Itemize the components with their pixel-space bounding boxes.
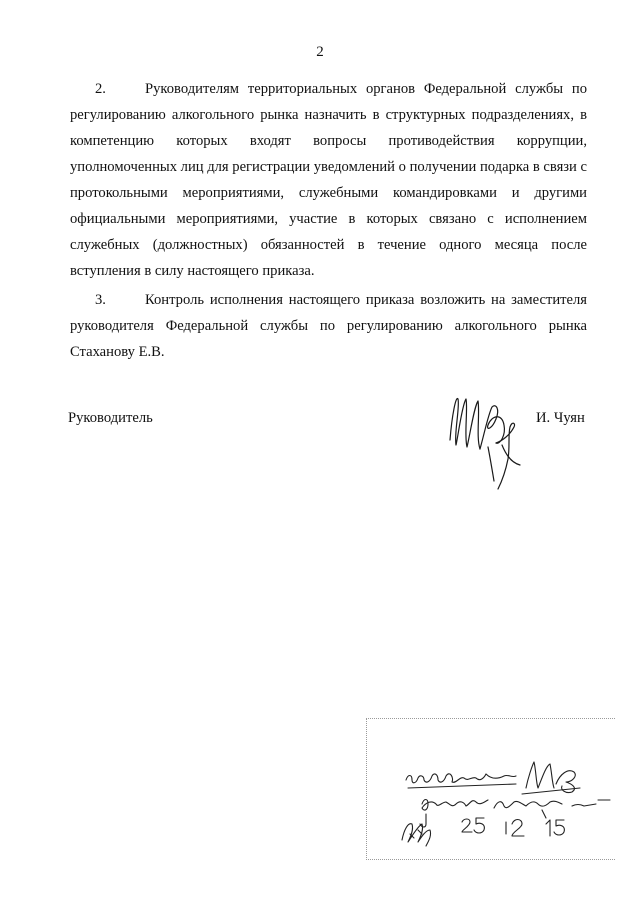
handwritten-stamp-notes xyxy=(366,718,616,860)
signer-position: Руководитель xyxy=(68,410,153,426)
paragraph-text: Контроль исполнения настоящего приказа возложить на заместителя руководителя Федеральной службы по регулированию алкогольного рынка Стаханову Е.В. xyxy=(70,292,587,360)
paragraph-number: 3. xyxy=(95,292,106,308)
paragraph-2 xyxy=(70,76,587,284)
handwritten-signature xyxy=(440,385,530,495)
page-number: 2 xyxy=(316,44,324,60)
registration-stamp xyxy=(366,718,616,860)
signer-name: И. Чуян xyxy=(536,410,585,426)
paragraph-3 xyxy=(70,287,587,365)
paragraph-text: Руководителям территориальных органов Федеральной службы по регулированию алкогольного рынка назначить в структурных подразделениях, в компетенцию которых входят вопросы противодействия коррупции, уполномоченных лиц для регистрации уведомлений о получении подарка в связи с протокольными мероприятиями, служебными командировками и другими официальными мероприятиями, участие в которых связано с исполнением служебных (должностных) обязанностей в течение одного месяца после вступления в силу настоящего приказа. xyxy=(70,81,587,279)
paragraph-number: 2. xyxy=(95,81,106,97)
